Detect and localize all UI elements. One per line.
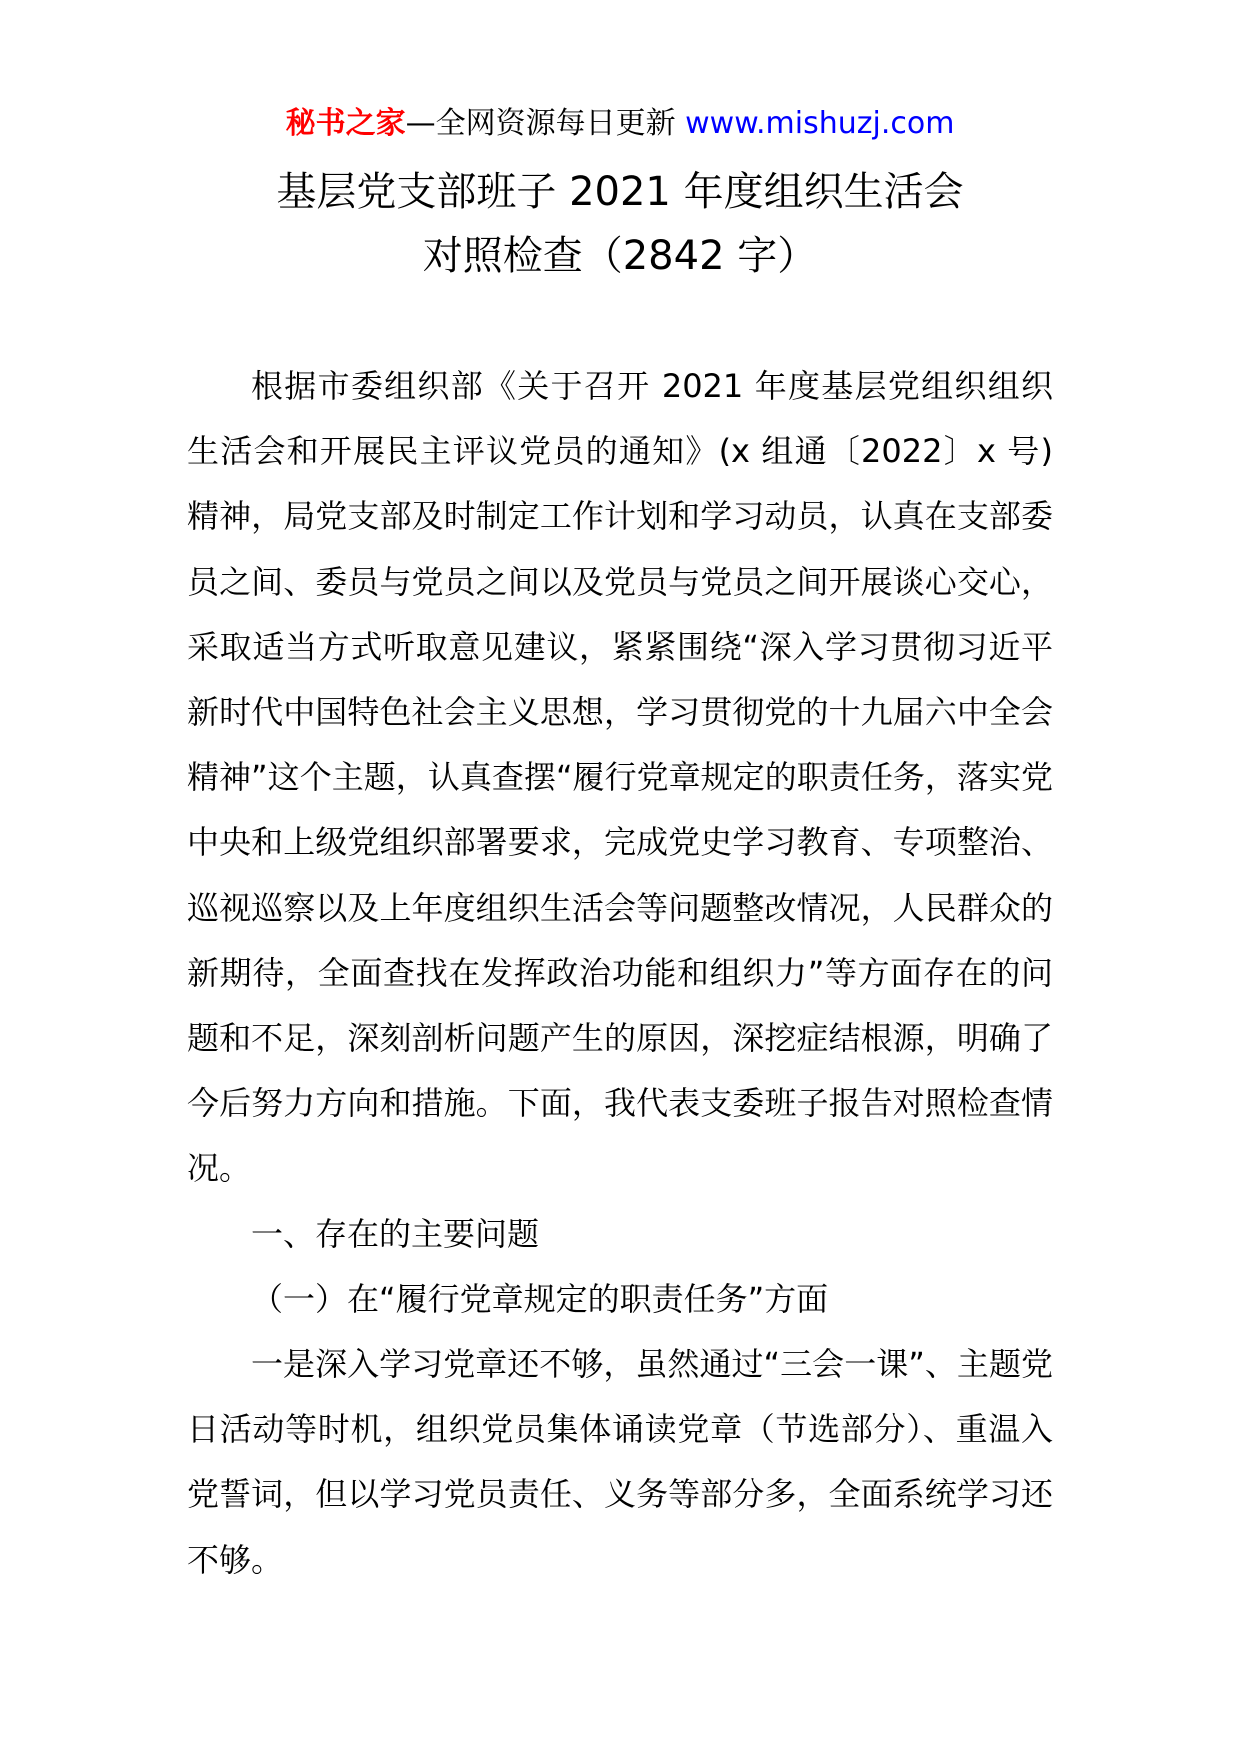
- site-header: [0, 100, 1240, 148]
- section-heading: 一、存在的主要问题: [251, 1214, 540, 1253]
- site-url[interactable]: www.mishuzj.com: [685, 106, 955, 141]
- brand-name: 秘书之家: [285, 106, 406, 141]
- document-title: [0, 160, 1240, 288]
- paragraph-point-one: 一是深入学习党章还不够，虽然通过“三会一课”、主题党日活动等时机，组织党员集体诵读党章（节选部分）、重温入党誓词，但以学习党员责任、义务等部分多，全面系统学习还不够。: [187, 1345, 1053, 1579]
- slogan: —全网资源每日更新: [405, 106, 686, 141]
- subsection-heading: （一）在“履行党章规定的职责任务”方面: [251, 1279, 829, 1318]
- title-line-2: 对照检查（2842 字）: [422, 233, 818, 279]
- title-line-1: 基层党支部班子 2021 年度组织生活会: [276, 169, 964, 215]
- paragraph-intro: 根据市委组织部《关于召开 2021 年度基层党组织组织生活会和开展民主评议党员的通知》(x 组通〔2022〕x 号)精神，局党支部及时制定工作计划和学习动员，认真在支部委员之间、委员与党员之间以及党员与党员之间开展谈心交心，采取适当方式听取意见建议，紧紧围绕“深入学习贯彻习近平新时代中国特色社会主义思想，学习贯彻党的十九届六中全会精神”这个主题，认真查摆“履行党章规定的职责任务，落实党中央和上级党组织部署要求，完成党史学习教育、专项整治、巡视巡察以及上年度组织生活会等问题整改情况，人民群众的新期待，全面查找在发挥政治功能和组织力”等方面存在的问题和不足，深刻剖析问题产生的原因，深挖症结根源，明确了今后努力方向和措施。下面，我代表支委班子报告对照检查情况。: [187, 367, 1053, 1188]
- document-body: [187, 354, 1053, 1593]
